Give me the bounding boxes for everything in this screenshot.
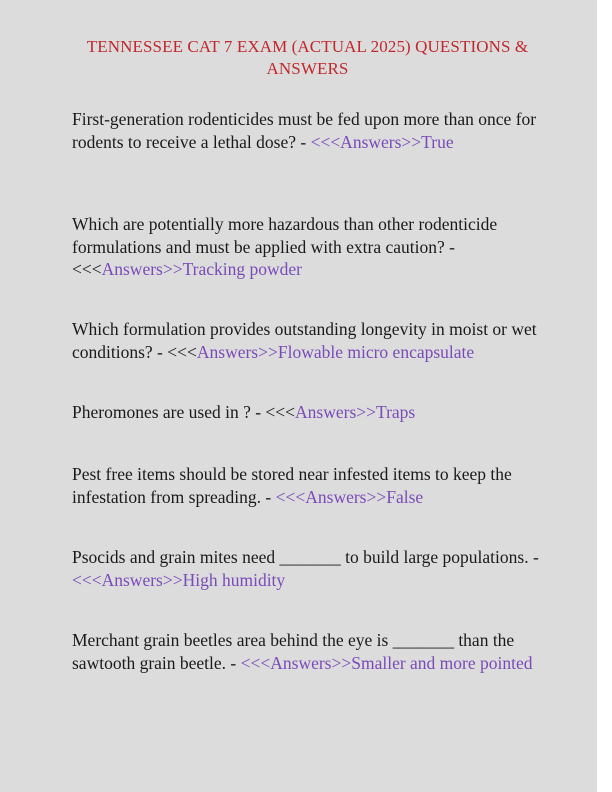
answer-text: <<<Answers>>True [310,131,454,152]
question-text: Which formulation provides outstanding longevity in moist or wet conditions? - [72,319,537,362]
answer-text: Answers>>Flowable micro encapsulate [196,341,475,362]
question-text: First-generation rodenticides must be fed upon more than once for rodents to receive a lethal dose? - [72,109,537,152]
title-line-2: ANSWERS [266,59,349,78]
title-line-1: TENNESSEE CAT 7 EXAM (ACTUAL 2025) QUESTIONS & [86,37,529,56]
question-text: Pheromones are used in ? - [72,402,266,422]
answer-text: Answers>>Traps [295,402,416,422]
qa-item-5 [72,463,572,508]
answer-marker: <<< [265,402,296,422]
answer-text: <<<Answers>>Smaller and more pointed [240,652,533,673]
answer-marker: <<< [72,259,102,279]
answer-text: <<<Answers>>False [275,486,424,507]
question-text: Merchant grain beetles area behind the eye is _______ than the sawtooth grain beetle. - [72,630,515,673]
qa-item-2 [72,213,572,281]
answer-marker: <<< [167,341,197,362]
qa-item-3 [72,318,542,363]
answer-text: Answers>>Tracking powder [101,259,302,279]
qa-item-6 [72,546,572,591]
qa-item-4 [72,401,572,424]
question-text: Psocids and grain mites need _______ to build large populations. - [72,547,539,567]
question-text: Which are potentially more hazardous than other rodenticide formulations and must be applied with extra caution? - [72,214,498,257]
document-title [40,36,575,80]
answer-text: <<<Answers>>High humidity [72,569,286,590]
qa-item-7 [72,629,542,674]
qa-item-1 [72,108,572,153]
question-text: Pest free items should be stored near infested items to keep the infestation from spreading. - [72,464,512,507]
